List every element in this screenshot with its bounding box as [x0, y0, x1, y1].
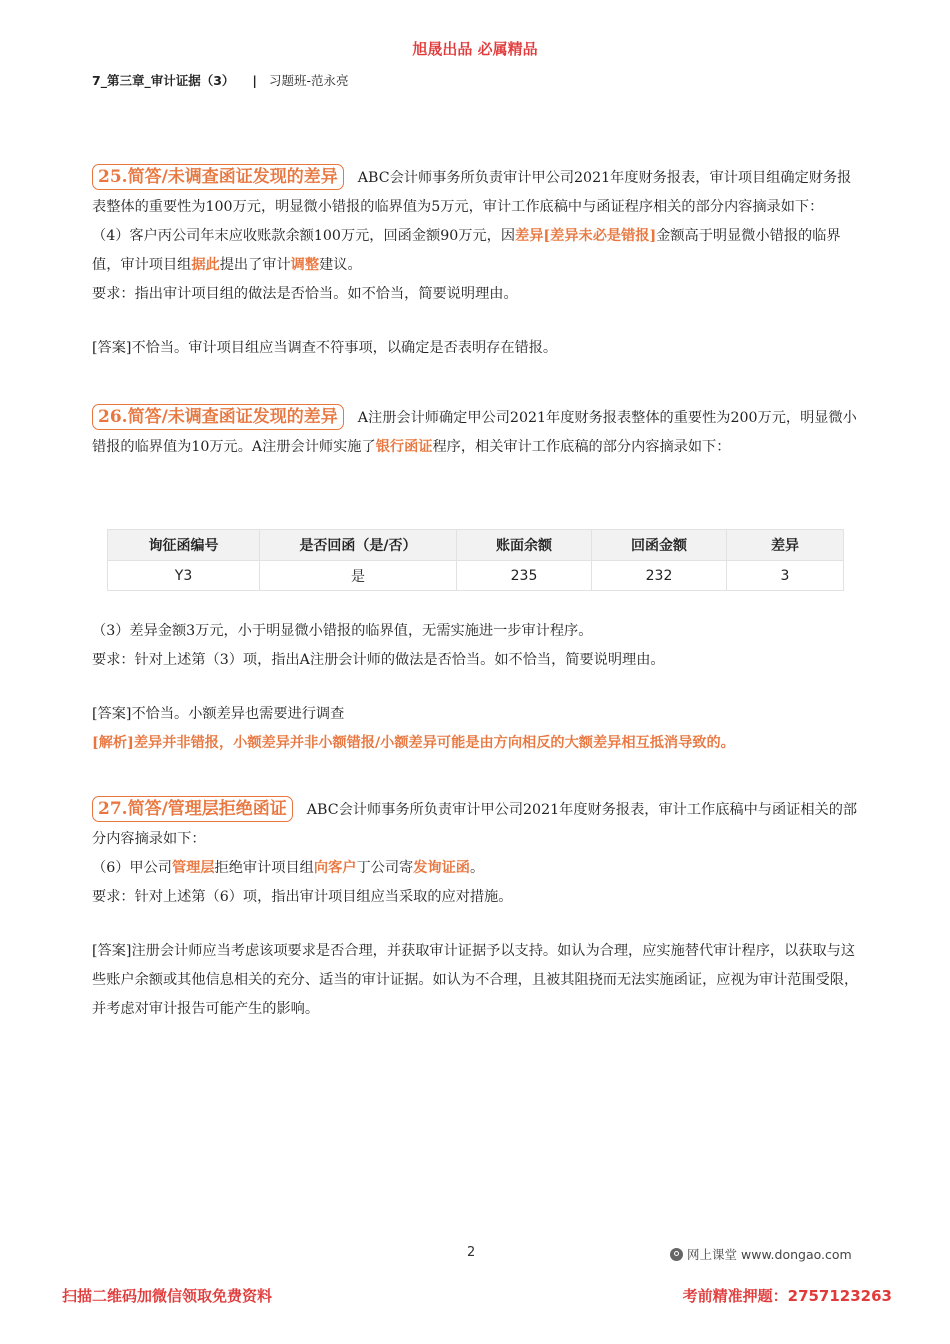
q25-highlight-3: 调整	[290, 257, 320, 273]
table-header-row	[108, 530, 844, 561]
question-26-answer: [答案]不恰当。小额差异也需要进行调查	[92, 706, 345, 722]
question-27	[92, 796, 860, 1024]
q26-intro-text-a: A注册会计师确定甲公司2021年度财务报表整体的重要性为200万元，明显微小错报的临界值为10万元。A注册会计师实施了	[92, 410, 857, 455]
header-separator: |	[252, 73, 257, 88]
q27-item-text-a: （6）甲公司	[92, 860, 172, 876]
chapter-title: 7_第三章_审计证据（3）	[92, 73, 235, 88]
footer-brand	[670, 1245, 852, 1263]
question-25-tag: 25.简答/未调查函证发现的差异	[92, 164, 344, 190]
cell-replied: 是	[260, 561, 457, 591]
question-27-intro	[92, 796, 860, 854]
q27-highlight-1: 管理层	[171, 860, 215, 876]
cell-book-balance: 235	[457, 561, 592, 591]
col-header-letter-no: 询征函编号	[108, 530, 260, 561]
question-25-intro-text: ABC会计师事务所负责审计甲公司2021年度财务报表，审计项目组确定财务报表整体的重要性为100万元，明显微小错报的临界值为5万元，审计工作底稿中与函证程序相关的部分内容摘录如下：	[92, 170, 852, 215]
question-27-item	[92, 854, 860, 883]
q26-intro-text-b: 程序，相关审计工作底稿的部分内容摘录如下：	[432, 439, 731, 455]
brand-site: www.dongao.com	[741, 1246, 852, 1262]
page-header	[92, 71, 349, 89]
promo-left: 扫描二维码加微信领取免费资料	[62, 1287, 273, 1305]
table-row	[108, 561, 844, 591]
question-27-tag: 27.简答/管理层拒绝函证	[92, 796, 293, 822]
question-26-requirement: 要求：针对上述第（3）项，指出A注册会计师的做法是否恰当。如不恰当，简要说明理由。	[92, 652, 665, 668]
question-27-intro-text: ABC会计师事务所负责审计甲公司2021年度财务报表，审计工作底稿中与函证相关的部分内容摘录如下：	[92, 802, 858, 847]
question-26	[92, 404, 860, 462]
question-25-item	[92, 222, 860, 280]
q27-highlight-3: 发询证函	[413, 860, 470, 876]
q25-item-text-b: 金额高于明显微小错报的临界值，审计项目组	[92, 228, 841, 273]
col-header-book-balance: 账面余额	[457, 530, 592, 561]
page-number: 2	[467, 1245, 476, 1260]
cell-reply-amount: 232	[592, 561, 727, 591]
col-header-difference: 差异	[727, 530, 844, 561]
confirmation-table	[107, 529, 844, 591]
q25-item-text-d: 建议。	[319, 257, 362, 273]
promo-right: 考前精准押题：2757123263	[682, 1287, 892, 1305]
question-26-body	[92, 617, 860, 758]
q25-item-text-a: （4）客户丙公司年末应收账款余额100万元，回函金额90万元，因	[92, 228, 516, 244]
question-26-item: （3）差异金额3万元，小于明显微小错报的临界值，无需实施进一步审计程序。	[92, 623, 593, 639]
q25-highlight-2: 据此	[191, 257, 220, 273]
brand-name: 网上课堂	[687, 1247, 738, 1262]
q25-item-text-c: 提出了审计	[219, 257, 291, 273]
question-25	[92, 164, 860, 363]
q25-highlight-1: 差异[差异未必是错报]	[515, 228, 657, 244]
question-25-intro	[92, 164, 860, 222]
course-name: 习题班-范永亮	[268, 73, 349, 88]
q27-item-text-d: 。	[469, 860, 485, 876]
question-27-requirement: 要求：针对上述第（6）项，指出审计项目组应当采取的应对措施。	[92, 889, 513, 905]
question-26-analysis	[92, 729, 860, 758]
question-27-answer: [答案]注册会计师应当考虑该项要求是否合理，并获取审计证据予以支持。如认为合理，应实施替代审计程序，以获取与这些账户余额或其他信息相关的充分、适当的审计证据。如认为不合理，且被其阻挠而无法实施函证，应视为审计范围受限，并考虑对审计报告可能产生的影响。	[92, 943, 859, 1017]
analysis-text: 差异并非错报，小额差异并非小额错报/小额差异可能是由方向相反的大额差异相互抵消导致的。	[133, 735, 735, 751]
cell-letter-no: Y3	[108, 561, 260, 591]
q26-highlight: 银行函证	[375, 439, 433, 455]
dongao-logo-icon	[670, 1248, 683, 1261]
col-header-reply-amount: 回函金额	[592, 530, 727, 561]
question-25-requirement: 要求：指出审计项目组的做法是否恰当。如不恰当，简要说明理由。	[92, 286, 518, 302]
q27-item-text-c: 丁公司寄	[356, 860, 414, 876]
q27-item-text-b: 拒绝审计项目组	[214, 860, 314, 876]
col-header-replied: 是否回函（是/否）	[260, 530, 457, 561]
top-banner: 旭晟出品 必属精品	[412, 40, 538, 58]
question-26-tag: 26.简答/未调查函证发现的差异	[92, 404, 344, 430]
analysis-label: [解析]	[92, 735, 134, 751]
question-25-answer: [答案]不恰当。审计项目组应当调查不符事项，以确定是否表明存在错报。	[92, 340, 558, 356]
q27-highlight-2: 向客户	[313, 860, 357, 876]
question-26-intro	[92, 404, 860, 462]
cell-difference: 3	[727, 561, 844, 591]
